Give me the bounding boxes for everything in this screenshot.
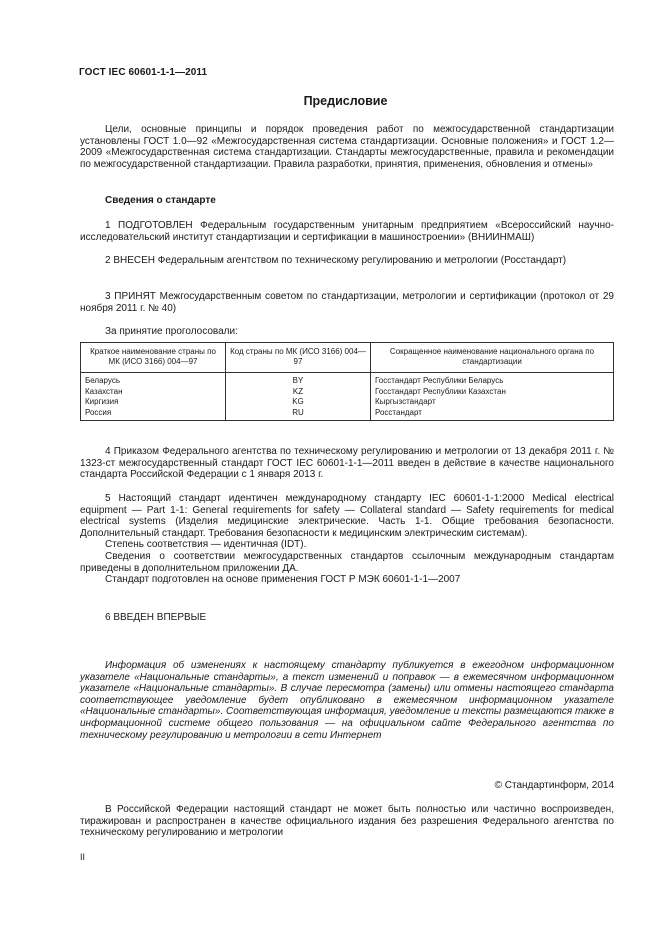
table-row: [81, 408, 614, 421]
page-number: II: [80, 852, 86, 862]
copyright-line: © Стандартинформ, 2014: [494, 780, 614, 791]
item-5-info: Сведения о соответствии межгосударственных стандартов ссылочным международным стандартам приведены в дополнительном приложении ДА.: [80, 550, 614, 574]
page-title: Предисловие: [303, 94, 388, 108]
table-header-country: Краткое наименование страны по МК (ИСО 3166) 004—97: [81, 343, 226, 373]
item-6-block: [80, 612, 614, 624]
table-cell-organ: Росстандарт: [371, 408, 614, 421]
table-row: [81, 397, 614, 408]
about-heading-block: [80, 195, 614, 206]
table-cell-country: Киргизия: [81, 397, 226, 408]
table-cell-organ: Госстандарт Республики Беларусь: [371, 373, 614, 387]
table-cell-code: KZ: [226, 387, 371, 398]
table-cell-organ: Госстандарт Республики Казахстан: [371, 387, 614, 398]
item-1-block: [80, 220, 614, 243]
table-header-organ: Сокращенное наименование национального органа по стандартизации: [371, 343, 614, 373]
item-4-paragraph: 4 Приказом Федерального агентства по техническому регулированию и метрологии от 13 декабря 2011 г. № 1323-ст межгосударственный стандарт ГОСТ IEC 60601-1-1—2011 введен в действие в качестве национального стандарта Российской Федерации с 1 января 2013 г.: [80, 446, 614, 481]
voted-label: За принятие проголосовали:: [105, 326, 238, 337]
intro-paragraph: Цели, основные принципы и порядок проведения работ по межгосударственной стандартизации установлены ГОСТ 1.0—92 «Межгосударственная система стандартизации. Основные положения» и ГОСТ 1.2—2009 «Межгосударственная система стандартизации. Стандарты межгосударственные, правила и рекомендации по межгосударственной стандартизации. Правила разработки, принятия, применения, обновления и отмены»: [80, 124, 614, 170]
item-5-block: [80, 493, 614, 586]
voted-block: [80, 326, 614, 338]
table-cell-country: Беларусь: [81, 373, 226, 387]
footer-paragraph: В Российской Федерации настоящий стандарт не может быть полностью или частично воспроизведен, тиражирован и распространен в качестве официального издания без разрешения Федерального агентства по техническому регулированию и метрологии: [80, 804, 614, 839]
table-cell-country: Россия: [81, 408, 226, 421]
table-cell-code: KG: [226, 397, 371, 408]
table-row: [81, 373, 614, 387]
table-header-code: Код страны по МК (ИСО 3166) 004—97: [226, 343, 371, 373]
item-4-block: [80, 446, 614, 481]
item-5-paragraph: 5 Настоящий стандарт идентичен международному стандарту IEC 60601-1-1:2000 Medical electrical equipment — Part 1-1: General requirements for safety — Collateral standard — Safety requirements for medical electrical systems (Изделия медицинские электрические. Часть 1-1. Общие требования безопасности. Дополнительный стандарт. Требования безопасности к медицинским электрическим системам).: [80, 493, 614, 539]
table-cell-code: RU: [226, 408, 371, 421]
notice-paragraph: Информация об изменениях к настоящему стандарту публикуется в ежегодном информационном указателе «Национальные стандарты», а текст изменений и поправок — в ежемесячном информационном указателе «Национальные стандарты». В случае пересмотра (замены) или отмены настоящего стандарта соответствующее уведомление будет опубликовано в ежемесячном информационном указателе «Национальные стандарты». Соответствующая информация, уведомление и тексты размещаются также в информационной системе общего пользования — на официальном сайте Федерального агентства по техническому регулированию и метрологии в сети Интернет: [80, 660, 614, 741]
table-row: [81, 387, 614, 398]
intro-block: [80, 124, 614, 170]
item-1-paragraph: 1 ПОДГОТОВЛЕН Федеральным государственным унитарным предприятием «Всероссийский научно-исследовательский институт стандартизации и сертификации в машиностроении» (ВНИИНМАШ): [80, 220, 614, 243]
item-6-paragraph: 6 ВВЕДЕН ВПЕРВЫЕ: [105, 612, 207, 623]
table-cell-country: Казахстан: [81, 387, 226, 398]
item-3-block: [80, 291, 614, 314]
item-3-paragraph: 3 ПРИНЯТ Межгосударственным советом по стандартизации, метрологии и сертификации (протокол от 29 ноября 2011 г. № 40): [80, 291, 614, 314]
item-2-block: [80, 255, 614, 267]
table-cell-organ: Кыргызстандарт: [371, 397, 614, 408]
standard-code-header: ГОСТ IEC 60601-1-1—2011: [79, 67, 208, 78]
table-header-row: [81, 343, 614, 373]
item-5-basis: Стандарт подготовлен на основе применения ГОСТ Р МЭК 60601-1-1—2007: [105, 574, 461, 586]
notice-block: [80, 660, 614, 741]
table-cell-code: BY: [226, 373, 371, 387]
footer-block: [80, 804, 614, 839]
voting-countries-table: [80, 342, 614, 421]
item-5-degree: Степень соответствия — идентичная (IDT).: [105, 539, 307, 551]
about-heading: Сведения о стандарте: [105, 195, 216, 206]
item-2-paragraph: 2 ВНЕСЕН Федеральным агентством по техническому регулированию и метрологии (Росстандарт): [105, 255, 567, 266]
